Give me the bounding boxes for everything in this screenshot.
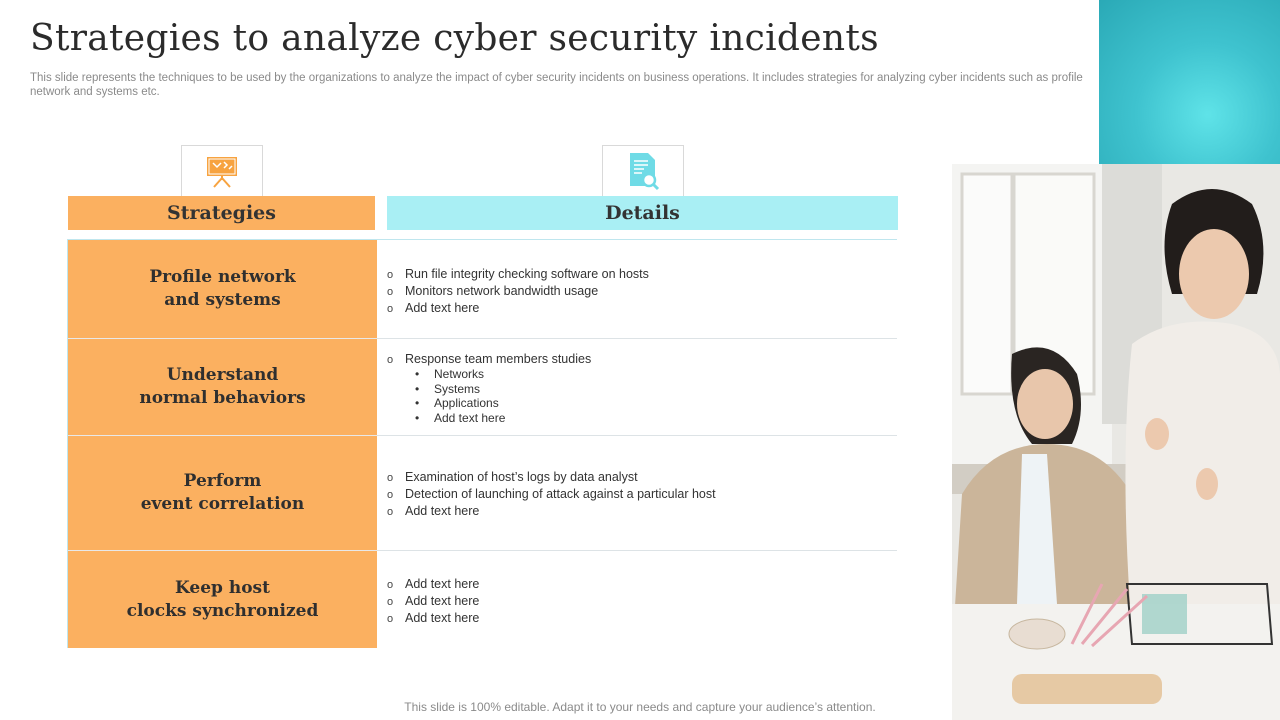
list-item: o Add text here xyxy=(387,611,480,625)
slide-subtitle: This slide represents the techniques to be used by the organizations to analyze the impact of cyber security incidents on business operations. It includes strategies for analyzing cyber incidents such as profile network and systems etc. xyxy=(30,72,1083,98)
strategy-board-icon xyxy=(181,145,263,196)
sub-list-item: • Add text here xyxy=(415,410,506,425)
details-list xyxy=(387,351,591,368)
list-item: o Add text here xyxy=(387,504,480,518)
strategy-cell xyxy=(68,436,377,551)
strategy-line1: Keep host xyxy=(175,577,270,598)
list-item: o Detection of launching of attack against a particular host xyxy=(387,487,716,501)
details-cell xyxy=(377,551,897,648)
details-cell xyxy=(377,240,897,339)
sub-list-item: • Networks xyxy=(415,367,485,381)
list-item: o Run file integrity checking software on hosts xyxy=(387,267,649,281)
details-cell xyxy=(377,339,897,436)
document-search-icon xyxy=(602,145,684,196)
strategy-cell xyxy=(68,339,377,436)
list-item: o Monitors network bandwidth usage xyxy=(387,284,599,298)
table-row xyxy=(68,240,897,339)
slide-title: Strategies to analyze cyber security incidents xyxy=(30,18,879,59)
list-item: o Add text here xyxy=(387,577,480,591)
footer-text: This slide is 100% editable. Adapt it to your needs and capture your audience’s attention. xyxy=(404,700,876,714)
table-row xyxy=(68,436,897,551)
strategies-table xyxy=(67,239,897,648)
list-item: o Examination of host’s logs by data analyst xyxy=(387,470,638,484)
details-cell xyxy=(377,436,897,551)
details-list xyxy=(387,469,716,520)
sub-list-item: • Applications xyxy=(415,396,499,410)
strategy-line1: Perform xyxy=(183,471,262,491)
strategy-line1: Understand xyxy=(166,365,279,385)
table-row xyxy=(68,339,897,436)
strategy-line2: and systems xyxy=(164,290,281,310)
strategy-line2: event correlation xyxy=(140,494,305,514)
teal-decorative-block xyxy=(1099,0,1280,164)
list-item: o Add text here xyxy=(387,594,480,608)
list-item: o Add text here xyxy=(387,301,480,315)
details-list xyxy=(387,576,479,627)
details-list xyxy=(387,266,649,317)
strategy-cell xyxy=(68,240,377,339)
sub-list-item: • Systems xyxy=(415,381,481,396)
strategy-line2: clocks synchronized xyxy=(126,600,319,621)
details-header: Details xyxy=(387,196,898,230)
strategy-cell xyxy=(68,551,377,648)
table-row xyxy=(68,551,897,648)
strategy-line1: Profile network xyxy=(149,267,296,287)
footer-note xyxy=(0,700,1280,714)
strategies-header: Strategies xyxy=(68,196,375,230)
list-item: o Response team members studies xyxy=(387,352,592,366)
strategy-line2: normal behaviors xyxy=(139,388,306,408)
office-photo xyxy=(952,164,1280,720)
sub-details-list xyxy=(387,367,505,425)
